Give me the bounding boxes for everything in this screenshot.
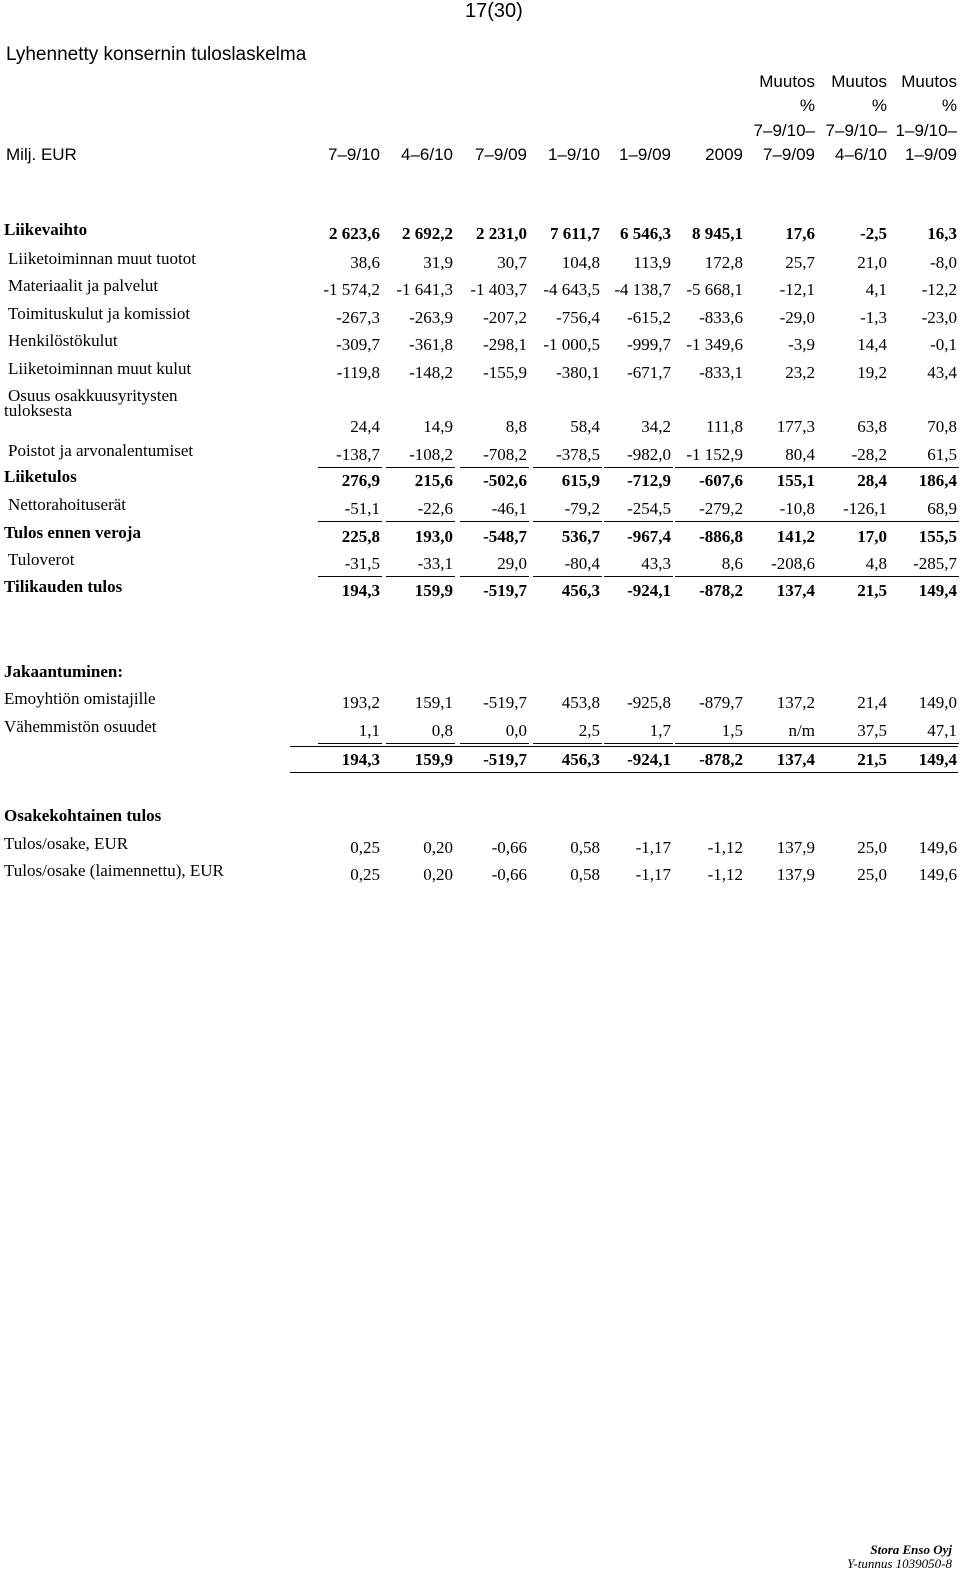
table-cell: 58,4	[570, 417, 600, 436]
row-label: Tulos ennen veroja	[4, 523, 141, 542]
table-cell: 37,5	[857, 721, 887, 740]
cell-underline	[745, 743, 817, 744]
table-cell: 80,4	[785, 445, 815, 464]
column-header-percent: %	[941, 96, 957, 115]
cell-underline	[318, 521, 382, 522]
table-cell: 141,2	[776, 527, 815, 546]
table-cell: 28,4	[857, 471, 887, 490]
table-cell: -298,1	[483, 335, 527, 354]
table-cell: -309,7	[336, 335, 380, 354]
company-name: Stora Enso Oyj	[870, 1542, 952, 1557]
table-cell: -1 403,7	[470, 280, 527, 299]
table-cell: -138,7	[336, 445, 380, 464]
table-cell: 21,4	[857, 693, 887, 712]
table-cell: 0,20	[423, 865, 453, 884]
table-cell: 25,7	[785, 253, 815, 272]
table-cell: 536,7	[561, 527, 600, 546]
row-label: Liiketoiminnan muut tuotot	[8, 249, 196, 268]
table-cell: -1 349,6	[686, 335, 743, 354]
table-cell: 137,4	[776, 581, 815, 600]
table-cell: 19,2	[857, 363, 887, 382]
row-label: Liikevaihto	[4, 220, 88, 239]
table-cell: 149,6	[918, 838, 957, 857]
table-cell: 137,4	[776, 750, 815, 769]
table-cell: -28,2	[851, 445, 887, 464]
cell-underline	[889, 521, 959, 522]
table-row	[0, 689, 960, 717]
table-cell: -615,2	[627, 308, 671, 327]
table-cell: 194,3	[341, 581, 380, 600]
row-label: Toimituskulut ja komissiot	[8, 304, 191, 323]
table-cell: 21,5	[857, 581, 887, 600]
table-cell: 111,8	[706, 417, 743, 436]
table-cell: -878,2	[699, 581, 743, 600]
table-cell: -1 574,2	[323, 280, 380, 299]
table-cell: -4 643,5	[543, 280, 600, 299]
row-label: Tulos/osake (laimennettu), EUR	[4, 861, 224, 880]
row-label: Henkilöstökulut	[8, 331, 118, 350]
table-cell: -1 000,5	[543, 335, 600, 354]
table-cell: -1,17	[635, 865, 671, 884]
row-label: Liiketulos	[4, 467, 77, 486]
table-cell: 17,6	[785, 224, 815, 243]
column-header-period: 4–6/10	[401, 145, 453, 164]
cell-underline	[817, 743, 889, 744]
table-cell: 7 611,7	[549, 224, 600, 243]
cell-underline	[533, 743, 602, 744]
table-cell: 155,5	[918, 527, 957, 546]
table-row	[0, 276, 960, 304]
table-cell: 0,8	[431, 721, 453, 740]
table-cell: 1,1	[358, 721, 380, 740]
table-cell: 24,4	[350, 417, 380, 436]
table-cell: -0,66	[491, 838, 527, 857]
cell-underline	[745, 521, 817, 522]
column-header-period: 4–6/10	[835, 145, 887, 164]
table-cell: -79,2	[564, 499, 600, 518]
table-cell: -0,66	[491, 865, 527, 884]
table-cell: 0,0	[505, 721, 527, 740]
row-label: Poistot ja arvonalentumiset	[8, 441, 194, 460]
table-cell: 113,9	[633, 253, 671, 272]
table-cell: 104,8	[561, 253, 600, 272]
table-cell: -263,9	[409, 308, 453, 327]
table-cell: 4,8	[865, 554, 887, 573]
column-header-muutos: Muutos	[759, 72, 815, 91]
eps-heading: Osakekohtainen tulos	[4, 806, 162, 825]
business-id: Y-tunnus 1039050-8	[847, 1556, 952, 1571]
table-cell: 0,25	[350, 865, 380, 884]
table-cell: 149,4	[918, 581, 957, 600]
table-cell: 137,9	[776, 838, 815, 857]
table-cell: 4,1	[865, 280, 887, 299]
table-cell: 29,0	[497, 554, 527, 573]
table-cell: 1,7	[649, 721, 671, 740]
table-cell: -548,7	[483, 527, 527, 546]
table-row	[0, 359, 960, 387]
row-label: Nettorahoituserät	[8, 495, 127, 514]
table-cell: -46,1	[491, 499, 527, 518]
table-cell: -671,7	[627, 363, 671, 382]
row-label: Emoyhtiön omistajille	[4, 689, 156, 708]
table-cell: -925,8	[627, 693, 671, 712]
column-header-muutos: Muutos	[901, 72, 957, 91]
table-cell: -12,2	[921, 280, 957, 299]
table-cell: -279,2	[699, 499, 743, 518]
table-row	[0, 523, 960, 551]
column-header-period: 1–9/09	[905, 145, 957, 164]
table-cell: -254,5	[627, 499, 671, 518]
table-cell: -712,9	[627, 471, 671, 490]
table-cell: -285,7	[913, 554, 957, 573]
table-row	[0, 220, 960, 248]
table-row	[0, 249, 960, 277]
table-cell: 1,5	[721, 721, 743, 740]
table-cell: 14,4	[857, 335, 887, 354]
table-cell: 149,4	[918, 750, 957, 769]
table-cell: 193,2	[341, 693, 380, 712]
table-cell: 8,6	[721, 554, 743, 573]
table-cell: 149,6	[918, 865, 957, 884]
column-header-period: 7–9/10	[328, 145, 380, 164]
table-cell: -23,0	[921, 308, 957, 327]
table-cell: -833,1	[699, 363, 743, 382]
table-cell: 137,9	[776, 865, 815, 884]
table-cell: -1,12	[707, 865, 743, 884]
table-cell: 21,5	[857, 750, 887, 769]
cell-underline	[386, 743, 455, 744]
page-title: Lyhennetty konsernin tuloslaskelma	[6, 44, 307, 65]
cell-underline	[460, 521, 529, 522]
table-cell: 193,0	[414, 527, 453, 546]
table-cell: 38,6	[350, 253, 380, 272]
table-cell: 25,0	[857, 838, 887, 857]
table-cell: 615,9	[561, 471, 600, 490]
row-label: Liiketoiminnan muut kulut	[8, 359, 192, 378]
cell-underline	[533, 521, 602, 522]
table-cell: 34,2	[641, 417, 671, 436]
table-row	[0, 717, 960, 745]
table-cell: 30,7	[497, 253, 527, 272]
table-cell: -155,9	[483, 363, 527, 382]
row-label: Vähemmistön osuudet	[4, 717, 157, 736]
table-row	[0, 331, 960, 359]
table-cell: -519,7	[483, 581, 527, 600]
table-cell: -878,2	[699, 750, 743, 769]
table-cell: 17,0	[857, 527, 887, 546]
column-header-change-top: 7–9/10–	[825, 121, 887, 140]
table-cell: -3,9	[788, 335, 815, 354]
table-cell: 21,0	[857, 253, 887, 272]
table-cell: 2,5	[578, 721, 600, 740]
table-cell: 43,4	[927, 363, 957, 382]
table-cell: 2 692,2	[402, 224, 453, 243]
cell-underline	[675, 521, 745, 522]
table-cell: 159,9	[414, 581, 453, 600]
table-cell: -31,5	[344, 554, 380, 573]
cell-underline	[604, 743, 673, 744]
table-row	[0, 861, 960, 889]
table-cell: 47,1	[927, 721, 957, 740]
table-cell: 155,1	[776, 471, 815, 490]
table-cell: -502,6	[483, 471, 527, 490]
table-row	[0, 550, 960, 578]
page-number: 17(30)	[465, 0, 523, 22]
table-cell: -126,1	[843, 499, 887, 518]
column-header-change-top: 1–9/10–	[895, 121, 957, 140]
column-header-period: 1–9/10	[548, 145, 600, 164]
row-label: Tulos/osake, EUR	[4, 834, 129, 853]
table-cell: 276,9	[341, 471, 380, 490]
table-row	[0, 495, 960, 523]
table-cell: 186,4	[918, 471, 957, 490]
column-header-percent: %	[799, 96, 815, 115]
cell-underline	[318, 743, 382, 744]
column-header-period: 7–9/09	[475, 145, 527, 164]
table-cell: 70,8	[927, 417, 957, 436]
table-cell: -879,7	[699, 693, 743, 712]
table-cell: 23,2	[785, 363, 815, 382]
table-cell: -886,8	[699, 527, 743, 546]
table-cell: -833,6	[699, 308, 743, 327]
table-cell: 149,0	[918, 693, 957, 712]
cell-underline	[460, 743, 529, 744]
table-cell: 8,8	[505, 417, 527, 436]
row-label: Tuloverot	[8, 550, 75, 569]
table-cell: -12,1	[779, 280, 815, 299]
column-header-muutos: Muutos	[831, 72, 887, 91]
row-label: Tilikauden tulos	[4, 577, 123, 596]
table-cell: 2 231,0	[476, 224, 527, 243]
table-cell: 215,6	[414, 471, 453, 490]
table-cell: n/m	[788, 721, 815, 740]
table-cell: -8,0	[930, 253, 957, 272]
table-cell: -1 152,9	[686, 445, 743, 464]
table-cell: 225,8	[341, 527, 380, 546]
table-cell: -967,4	[627, 527, 671, 546]
table-cell: -2,5	[860, 224, 887, 243]
table-cell: -108,2	[409, 445, 453, 464]
table-cell: 0,25	[350, 838, 380, 857]
table-cell: -33,1	[417, 554, 453, 573]
table-cell: 0,20	[423, 838, 453, 857]
table-cell: -519,7	[483, 693, 527, 712]
table-cell: -1,17	[635, 838, 671, 857]
table-row	[0, 467, 960, 495]
cell-underline	[675, 743, 745, 744]
table-cell: -982,0	[627, 445, 671, 464]
table-cell: 25,0	[857, 865, 887, 884]
table-cell: 453,8	[561, 693, 600, 712]
table-cell: -0,1	[930, 335, 957, 354]
column-header-period: 1–9/09	[619, 145, 671, 164]
table-cell: -378,5	[556, 445, 600, 464]
table-cell: -924,1	[627, 581, 671, 600]
column-header-change-top: 7–9/10–	[753, 121, 815, 140]
table-cell: -5 668,1	[686, 280, 743, 299]
column-header-period: 7–9/09	[763, 145, 815, 164]
table-cell: 194,3	[341, 750, 380, 769]
total-rule	[290, 772, 958, 773]
table-cell: 456,3	[561, 581, 600, 600]
table-row	[0, 304, 960, 332]
table-cell: -29,0	[779, 308, 815, 327]
table-cell: -519,7	[483, 750, 527, 769]
table-cell: -999,7	[627, 335, 671, 354]
cell-underline	[604, 521, 673, 522]
table-cell: -1 641,3	[396, 280, 453, 299]
table-row	[0, 386, 960, 436]
total-double-rule	[290, 746, 958, 747]
table-row	[0, 746, 960, 774]
table-row	[0, 441, 960, 469]
table-cell: 63,8	[857, 417, 887, 436]
table-cell: 0,58	[570, 838, 600, 857]
unit-label: Milj. EUR	[6, 145, 77, 164]
table-cell: -80,4	[564, 554, 600, 573]
table-cell: 8 945,1	[692, 224, 743, 243]
table-cell: 159,9	[414, 750, 453, 769]
table-cell: -924,1	[627, 750, 671, 769]
table-cell: 177,3	[776, 417, 815, 436]
table-row	[0, 577, 960, 605]
cell-underline	[386, 521, 455, 522]
row-label-continued: tuloksesta	[4, 401, 72, 420]
table-cell: 137,2	[776, 693, 815, 712]
table-cell: 61,5	[927, 445, 957, 464]
table-cell: -4 138,7	[614, 280, 671, 299]
table-cell: -10,8	[779, 499, 815, 518]
cell-underline	[889, 743, 959, 744]
table-cell: -267,3	[336, 308, 380, 327]
table-cell: -208,6	[771, 554, 815, 573]
table-cell: 456,3	[561, 750, 600, 769]
table-cell: -22,6	[417, 499, 453, 518]
table-cell: -1,3	[860, 308, 887, 327]
table-cell: -607,6	[699, 471, 743, 490]
column-header-period: 2009	[705, 145, 743, 164]
table-cell: -119,8	[336, 363, 380, 382]
table-cell: 159,1	[414, 693, 453, 712]
cell-underline	[817, 521, 889, 522]
table-cell: 172,8	[704, 253, 743, 272]
table-cell: 16,3	[927, 224, 957, 243]
table-cell: -51,1	[344, 499, 380, 518]
table-cell: 2 623,6	[329, 224, 380, 243]
table-cell: -708,2	[483, 445, 527, 464]
table-cell: 14,9	[423, 417, 453, 436]
table-cell: -756,4	[556, 308, 600, 327]
table-cell: -148,2	[409, 363, 453, 382]
table-cell: 43,3	[641, 554, 671, 573]
table-cell: 0,58	[570, 865, 600, 884]
table-cell: 31,9	[423, 253, 453, 272]
table-cell: 68,9	[927, 499, 957, 518]
table-row	[0, 834, 960, 862]
table-cell: -380,1	[556, 363, 600, 382]
column-header-percent: %	[871, 96, 887, 115]
table-cell: -361,8	[409, 335, 453, 354]
table-cell: -1,12	[707, 838, 743, 857]
row-label: Materiaalit ja palvelut	[8, 276, 159, 295]
table-cell: -207,2	[483, 308, 527, 327]
distribution-heading: Jakaantuminen:	[4, 662, 124, 681]
row-label: Osuus osakkuusyritysten	[8, 386, 178, 405]
table-cell: 6 546,3	[620, 224, 671, 243]
